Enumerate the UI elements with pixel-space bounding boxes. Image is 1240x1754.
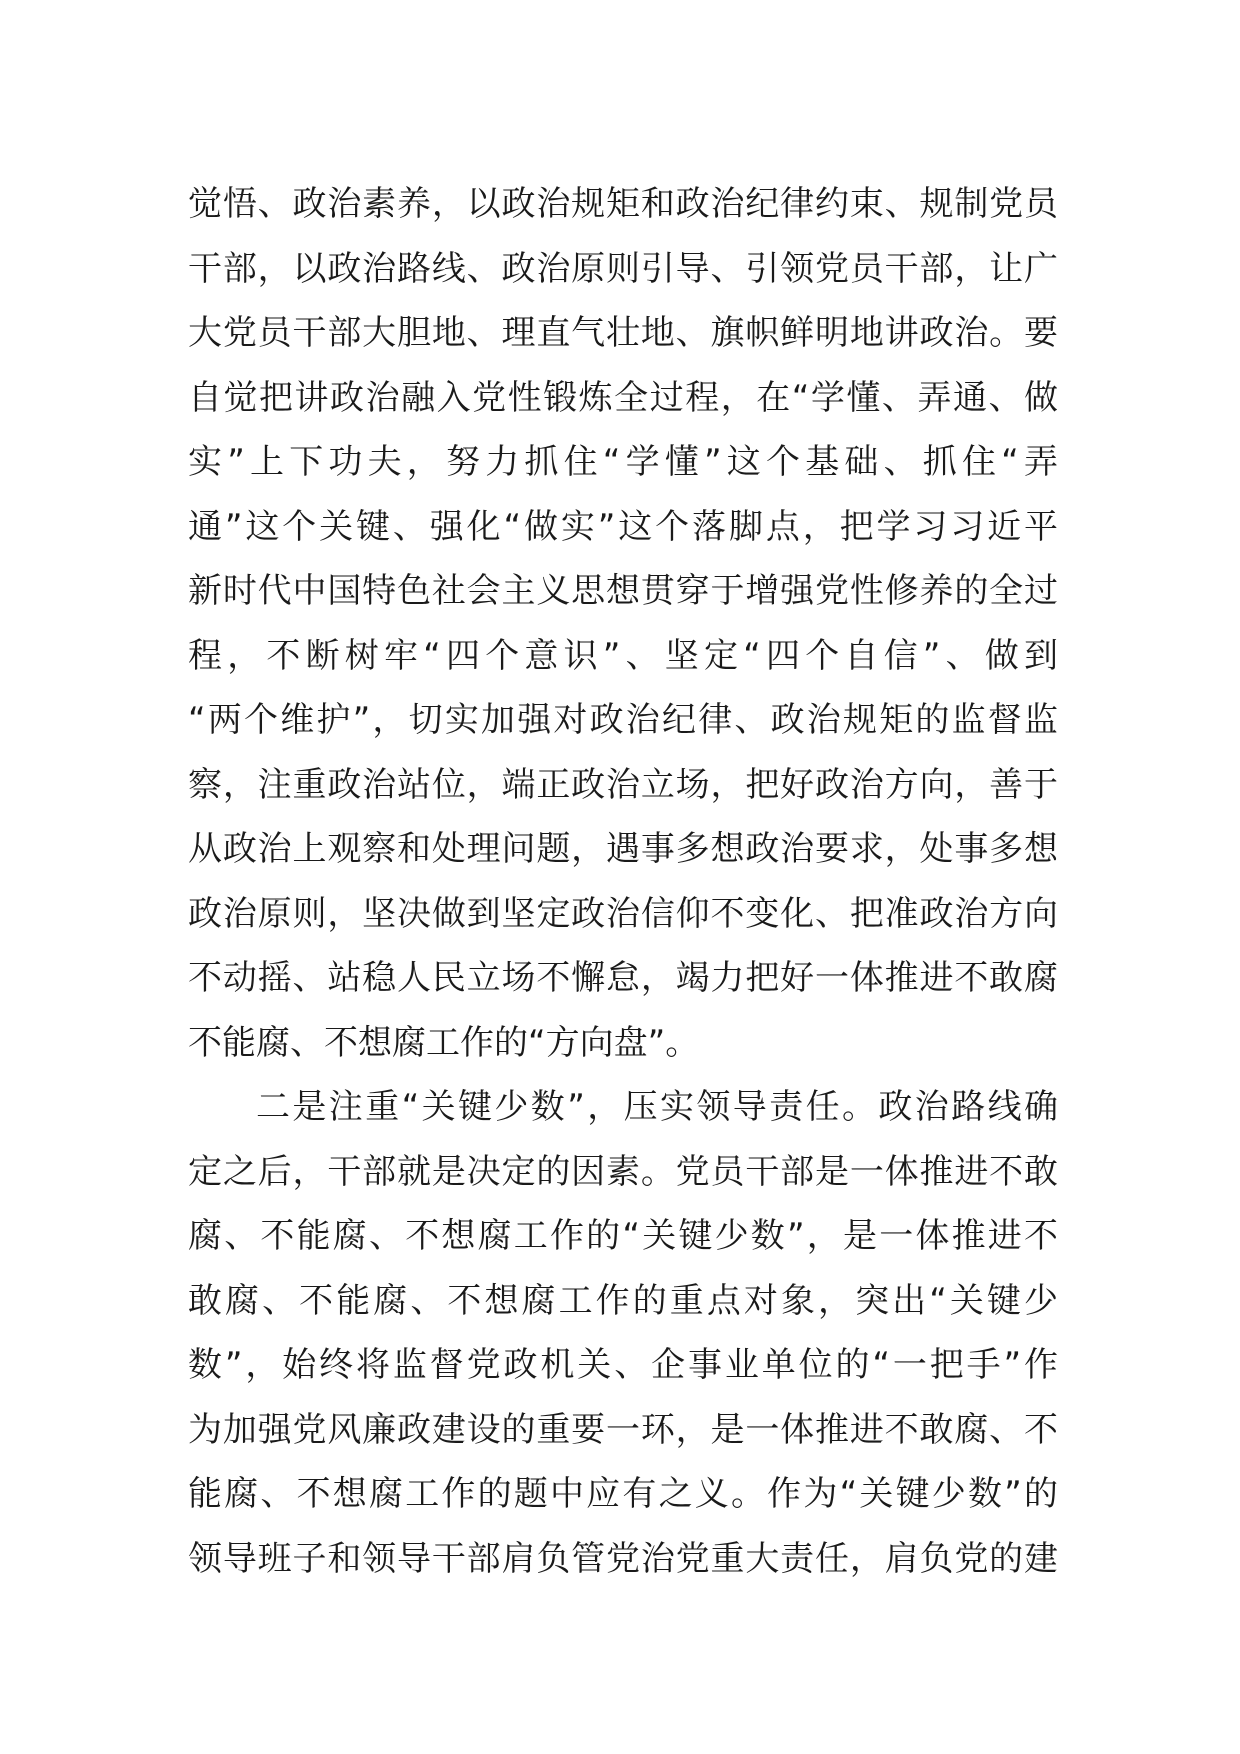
text-line: 为加强党风廉政建设的重要一环，是一体推进不敢腐、不	[188, 1409, 1058, 1450]
text-line: 察，注重政治站位，端正政治立场，把好政治方向，善于	[188, 764, 1058, 805]
text-line: 定之后，干部就是决定的因素。党员干部是一体推进不敢	[188, 1151, 1058, 1192]
text-line: 不动摇、站稳人民立场不懈怠，竭力把好一体推进不敢腐	[188, 958, 1058, 998]
text-line: 新时代中国特色社会主义思想贯穿于增强党性修养的全过	[188, 571, 1058, 611]
text-line: 通”这个关键、强化“做实”这个落脚点，把学习习近平	[188, 506, 1058, 547]
text-line: 政治原则，坚决做到坚定政治信仰不变化、把准政治方向	[188, 893, 1058, 934]
text-line: 程，不断树牢“四个意识”、坚定“四个自信”、做到	[188, 635, 1058, 676]
text-line: 二是注重“关键少数”，压实领导责任。政治路线确	[256, 1087, 1058, 1127]
text-line: 大党员干部大胆地、理直气壮地、旗帜鲜明地讲政治。要	[188, 313, 1058, 353]
paragraph	[188, 172, 1058, 1075]
text-line: 领导班子和领导干部肩负管党治党重大责任，肩负党的建	[188, 1538, 1058, 1579]
text-line: 腐、不能腐、不想腐工作的“关键少数”，是一体推进不	[188, 1216, 1058, 1256]
text-line: 从政治上观察和处理问题，遇事多想政治要求，处事多想	[188, 829, 1058, 869]
text-line: 干部，以政治路线、政治原则引导、引领党员干部，让广	[188, 248, 1058, 289]
text-line: 数”，始终将监督党政机关、企事业单位的“一把手”作	[188, 1345, 1058, 1385]
paragraph	[188, 1075, 1058, 1591]
text-line: 不能腐、不想腐工作的“方向盘”。	[188, 1022, 700, 1063]
text-line: “两个维护”，切实加强对政治纪律、政治规矩的监督监	[188, 700, 1058, 740]
text-line: 觉悟、政治素养，以政治规矩和政治纪律约束、规制党员	[188, 184, 1058, 224]
text-line: 实”上下功夫，努力抓住“学懂”这个基础、抓住“弄	[188, 442, 1058, 482]
text-line: 自觉把讲政治融入党性锻炼全过程，在“学懂、弄通、做	[188, 377, 1058, 418]
text-line: 能腐、不想腐工作的题中应有之义。作为“关键少数”的	[188, 1474, 1058, 1514]
document-body	[188, 172, 1058, 1591]
text-line: 敢腐、不能腐、不想腐工作的重点对象，突出“关键少	[188, 1280, 1058, 1321]
